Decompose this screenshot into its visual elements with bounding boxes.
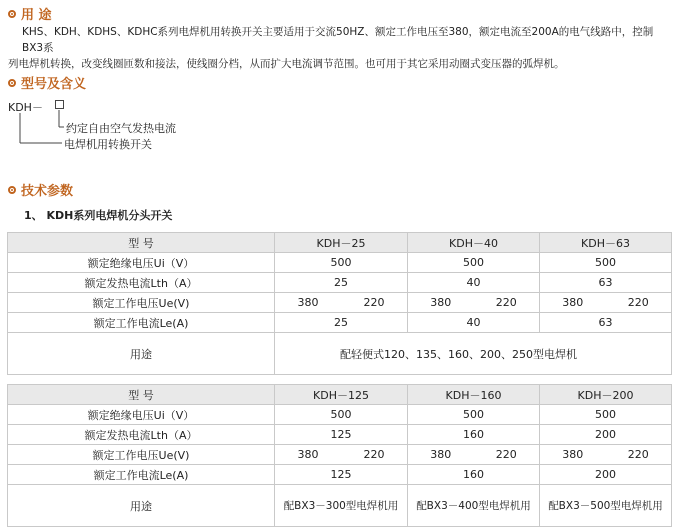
row-label: 额定工作电压Ue(V)	[8, 445, 275, 465]
header-label: 型 号	[8, 385, 275, 405]
voltage-value: 220	[363, 448, 385, 461]
model-cell: KDH－63	[540, 233, 672, 253]
row-label: 额定工作电流Le(A)	[8, 465, 275, 485]
value-cell: 63	[540, 313, 672, 333]
row-label: 额定工作电流Le(A)	[8, 313, 275, 333]
model-cell: KDH－25	[275, 233, 408, 253]
circle-bullet-icon	[8, 186, 16, 194]
header-label: 型 号	[8, 233, 275, 253]
row-label: 额定发热电流Lth（A）	[8, 425, 275, 445]
usage-value: 配BX3－500型电焊机用	[540, 485, 672, 527]
row-label: 额定绝缘电压Ui（V）	[8, 253, 275, 273]
usage-value: 配轻便式120、135、160、200、250型电焊机	[275, 333, 672, 375]
value-cell: 25	[275, 273, 408, 293]
value-cell: 500	[408, 253, 540, 273]
value-cell: 500	[540, 253, 672, 273]
value-cell: 40	[408, 313, 540, 333]
usage-line-1: KHS、KDH、KDHS、KDHC系列电焊机用转换开关主要适用于交流50HZ、额定工作电压至380，额定电流至200A的电气线路中，控制BX3系	[22, 26, 654, 54]
table-row	[8, 445, 672, 465]
voltage-value: 220	[495, 296, 517, 309]
voltage-pair-cell	[408, 445, 540, 465]
table-row	[8, 425, 672, 445]
spec-table-1	[7, 232, 672, 375]
voltage-value: 220	[495, 448, 517, 461]
voltage-value: 380	[430, 296, 452, 309]
tech-section-heading	[8, 180, 73, 199]
table-row	[8, 465, 672, 485]
table-row	[8, 485, 672, 527]
voltage-value: 220	[627, 448, 649, 461]
usage-label: 用途	[8, 333, 275, 375]
row-label: 额定工作电压Ue(V)	[8, 293, 275, 313]
table-row	[8, 333, 672, 375]
voltage-value: 380	[297, 296, 319, 309]
usage-value: 配BX3－400型电焊机用	[408, 485, 540, 527]
value-cell: 500	[275, 253, 408, 273]
table-row	[8, 253, 672, 273]
voltage-pair-cell	[275, 445, 408, 465]
value-cell: 160	[408, 425, 540, 445]
table-header-row	[8, 385, 672, 405]
value-cell: 500	[408, 405, 540, 425]
model-cell: KDH－125	[275, 385, 408, 405]
value-cell: 160	[408, 465, 540, 485]
usage-label: 用途	[8, 485, 275, 527]
model-section-title: 型号及含义	[21, 77, 87, 92]
value-cell: 500	[540, 405, 672, 425]
value-cell: 500	[275, 405, 408, 425]
value-cell: 200	[540, 465, 672, 485]
usage-value: 配BX3－300型电焊机用	[275, 485, 408, 527]
voltage-pair-cell	[275, 293, 408, 313]
voltage-value: 220	[363, 296, 385, 309]
usage-section-title: 用 途	[21, 8, 52, 23]
value-cell: 125	[275, 465, 408, 485]
row-label: 额定发热电流Lth（A）	[8, 273, 275, 293]
model-cell: KDH－160	[408, 385, 540, 405]
table-row	[8, 293, 672, 313]
value-cell: 40	[408, 273, 540, 293]
voltage-value: 380	[430, 448, 452, 461]
value-cell: 63	[540, 273, 672, 293]
tech-section-title: 技术参数	[21, 184, 74, 199]
model-cell: KDH－200	[540, 385, 672, 405]
voltage-pair-cell	[408, 293, 540, 313]
voltage-value: 380	[562, 448, 584, 461]
table-row	[8, 273, 672, 293]
row-label: 额定绝缘电压Ui（V）	[8, 405, 275, 425]
table-row	[8, 405, 672, 425]
voltage-value: 220	[627, 296, 649, 309]
spec-table-2	[7, 384, 672, 527]
voltage-value: 380	[297, 448, 319, 461]
model-cell: KDH－40	[408, 233, 540, 253]
model-code: KDH－	[8, 101, 43, 114]
voltage-value: 380	[562, 296, 584, 309]
model-note-current: 约定自由空气发热电流	[66, 122, 176, 135]
usage-line-2: 列电焊机转换，改变线圈匝数和接法，使线圈分档，从而扩大电流调节范围。也可用于其它采用动圈式变压器的弧焊机。	[8, 58, 565, 70]
table-row	[8, 313, 672, 333]
value-cell: 125	[275, 425, 408, 445]
value-cell: 25	[275, 313, 408, 333]
voltage-pair-cell	[540, 445, 672, 465]
voltage-pair-cell	[540, 293, 672, 313]
tech-subtitle: 1、 KDH系列电焊机分头开关	[24, 209, 173, 222]
value-cell: 200	[540, 425, 672, 445]
table-header-row	[8, 233, 672, 253]
model-note-switch: 电焊机用转换开关	[64, 138, 152, 151]
